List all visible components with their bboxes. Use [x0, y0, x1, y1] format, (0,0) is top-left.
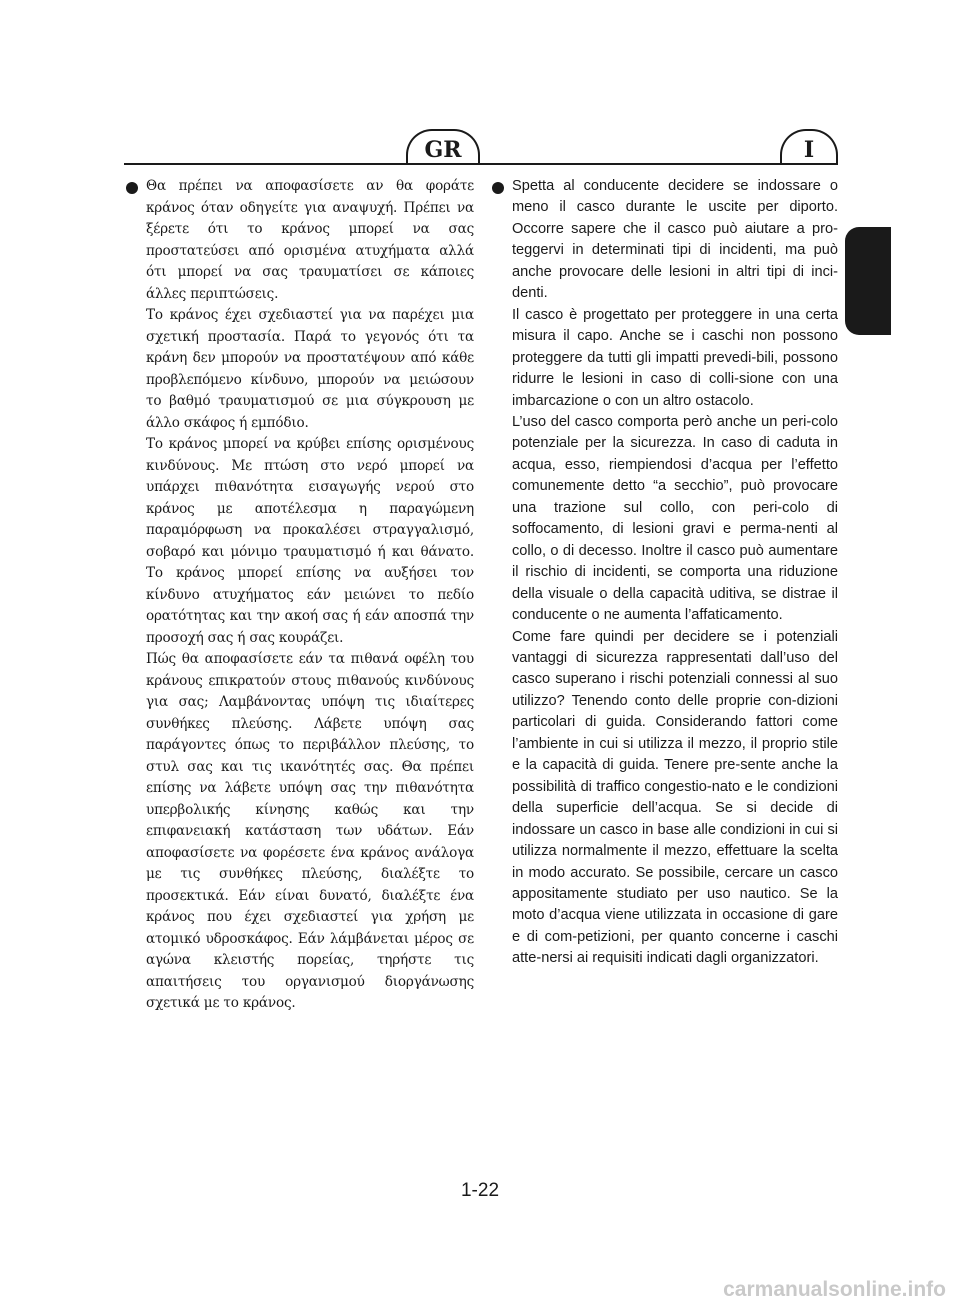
page-number: 1-22: [460, 1180, 500, 1201]
greek-paragraph: [124, 434, 474, 649]
italian-paragraph-text: Spetta al conducente decidere se indossare o meno il casco durante le uscite per diporto. Occorre sapere che il casco può aiutare a pro-teggervi in determinati tipi di incidenti, ma può anche provocare delle lesioni in altri tipi di inci-denti.: [512, 178, 838, 302]
italian-paragraph: [490, 176, 838, 305]
italian-paragraph: [490, 305, 838, 412]
greek-paragraph-text: Το κράνος μπορεί να κρύβει επίσης ορισμένους κινδύνους. Με πτώση στο νερό μπορεί να υπάρχει πιθανότητα εισαγωγής νερού στο κράνος με αποτέλεσμα η παραγώμενη παραμόρφωση να προκαλέσει στραγγαλισμό, σοβαρό και μόνιμο τραυματισμό ή και θάνατο. Το κράνος μπορεί επίσης να αυξήσει τον κίνδυνο ατυχήματος εάν μειώνει το πεδίο ορατότητας και την ακοή σας ή εάν αποσπά την προσοχή σας ή σας κουράζει.: [146, 436, 474, 646]
italian-paragraph-text: Il casco è progettato per proteggere in una certa misura il capo. Anche se i caschi non possono proteggere da tutti gli impatti prevedi-bili, possono ridurre le lesioni in caso di colli-sione con una imbarcazione o con un altro ostacolo.: [512, 306, 838, 409]
watermark: carmanualsonline.info: [723, 1278, 946, 1301]
language-badge-italian: I: [780, 129, 838, 163]
language-badge-greek: GR: [406, 129, 480, 163]
italian-paragraph: [490, 627, 838, 970]
greek-paragraph-text: Θα πρέπει να αποφασίσετε αν θα φοράτε κράνος όταν οδηγείτε για αναψυχή. Πρέπει να ξέρετε ότι το κράνος μπορεί να σας προστατεύσει από ορισμένα ατυχήματα αλλά ότι μπορεί να σας τραυματίσει σε κάποιες άλλες περιπτώσεις.: [146, 178, 474, 302]
bullet-icon: [126, 182, 138, 194]
greek-paragraph-text: Το κράνος έχει σχεδιαστεί για να παρέχει μια σχετική προστασία. Παρά το γεγονός ότι τα κράνη δεν μπορούν να προστατέψουν από κάθε προβλεπόμενο κίνδυνο, μπορούν να μειώσουν το βαθμό τραυματισμού σε μια σύγκρουση με άλλο σκάφος ή εμπόδιο.: [146, 307, 474, 431]
italian-paragraph: [490, 412, 838, 627]
italian-paragraph-text: Come fare quindi per decidere se i potenziali vantaggi di sicurezza rappresentati dall’uso del casco superano i rischi potenziali connessi al suo utilizzo? Tenendo conto delle proprie con-dizioni particolari di guida. Considerando fattori come l’ambiente in cui si utilizza il mezzo, il proprio stile e la capacità di guida. Tenere pre-sente anche la possibilità di traffico congestio-nato e le condizioni della superficie dell’acqua. Se si decide di indossare un casco in base alle condizioni in cui si utilizza normalmente il mezzo, effettuare la scelta in modo accurato. Se possibile, cercare un casco appositamente studiato per uso nautico. Se la moto d’acqua viene utilizzata in occasione di gare e di com-petizioni, per quanto concerne i caschi atte-nersi ai requisiti indicati dagli organizzatori.: [512, 628, 838, 967]
greek-column: [124, 176, 474, 1015]
italian-paragraph-text: L’uso del casco comporta però anche un peri-colo potenziale per la sicurezza. In caso di caduta in acqua, esso, riempiendosi d’acqua per l’effetto comunemente detto “a secchio”, può provocare una trazione sul collo, con peri-colo di soffocamento, di lesioni gravi e perma-nenti al collo, o di decesso. Inoltre il casco può aumentare il rischio di incidenti, se comporta una riduzione della visuale o della capacità uditiva, se distrae il conducente o ne aumenta l’affaticamento.: [512, 413, 838, 624]
greek-paragraph: [124, 305, 474, 434]
greek-paragraph: [124, 649, 474, 1015]
italian-column: [490, 176, 838, 970]
greek-paragraph: [124, 176, 474, 305]
bullet-icon: [492, 182, 504, 194]
greek-paragraph-text: Πώς θα αποφασίσετε εάν τα πιθανά οφέλη του κράνους επικρατούν στους πιθανούς κινδύνους για σας; Λαμβάνοντας υπόψη τις ιδιαίτερες συνθήκες πλεύσης. Λάβετε υπόψη σας παράγοντες όπως το περιβάλλον πλεύσης, το στυλ σας και τις ικανότητές σας. Θα πρέπει επίσης να λάβετε υπόψη σας την πιθανότητα υπερβολικής κίνησης καθώς και την επιφανειακή κατάσταση των υδάτων. Εάν αποφασίσετε να φορέσετε ένα κράνος ανάλογα με τις συνθήκες πλεύσης, διαλέξτε το προσεκτικά. Εάν είναι δυνατό, διαλέξτε ένα κράνος που έχει σχεδιαστεί για χρήση με ατομικό υδροσκάφος. Εάν λάμβάνεται μέρος σε αγώνα κλειστής πορείας, τηρήστε τις απαιτήσεις του οργανισμού διοργάνωσης σχετικά με το κράνος.: [146, 651, 474, 1011]
section-thumb-tab: [845, 227, 891, 335]
header-rule: [124, 163, 838, 165]
